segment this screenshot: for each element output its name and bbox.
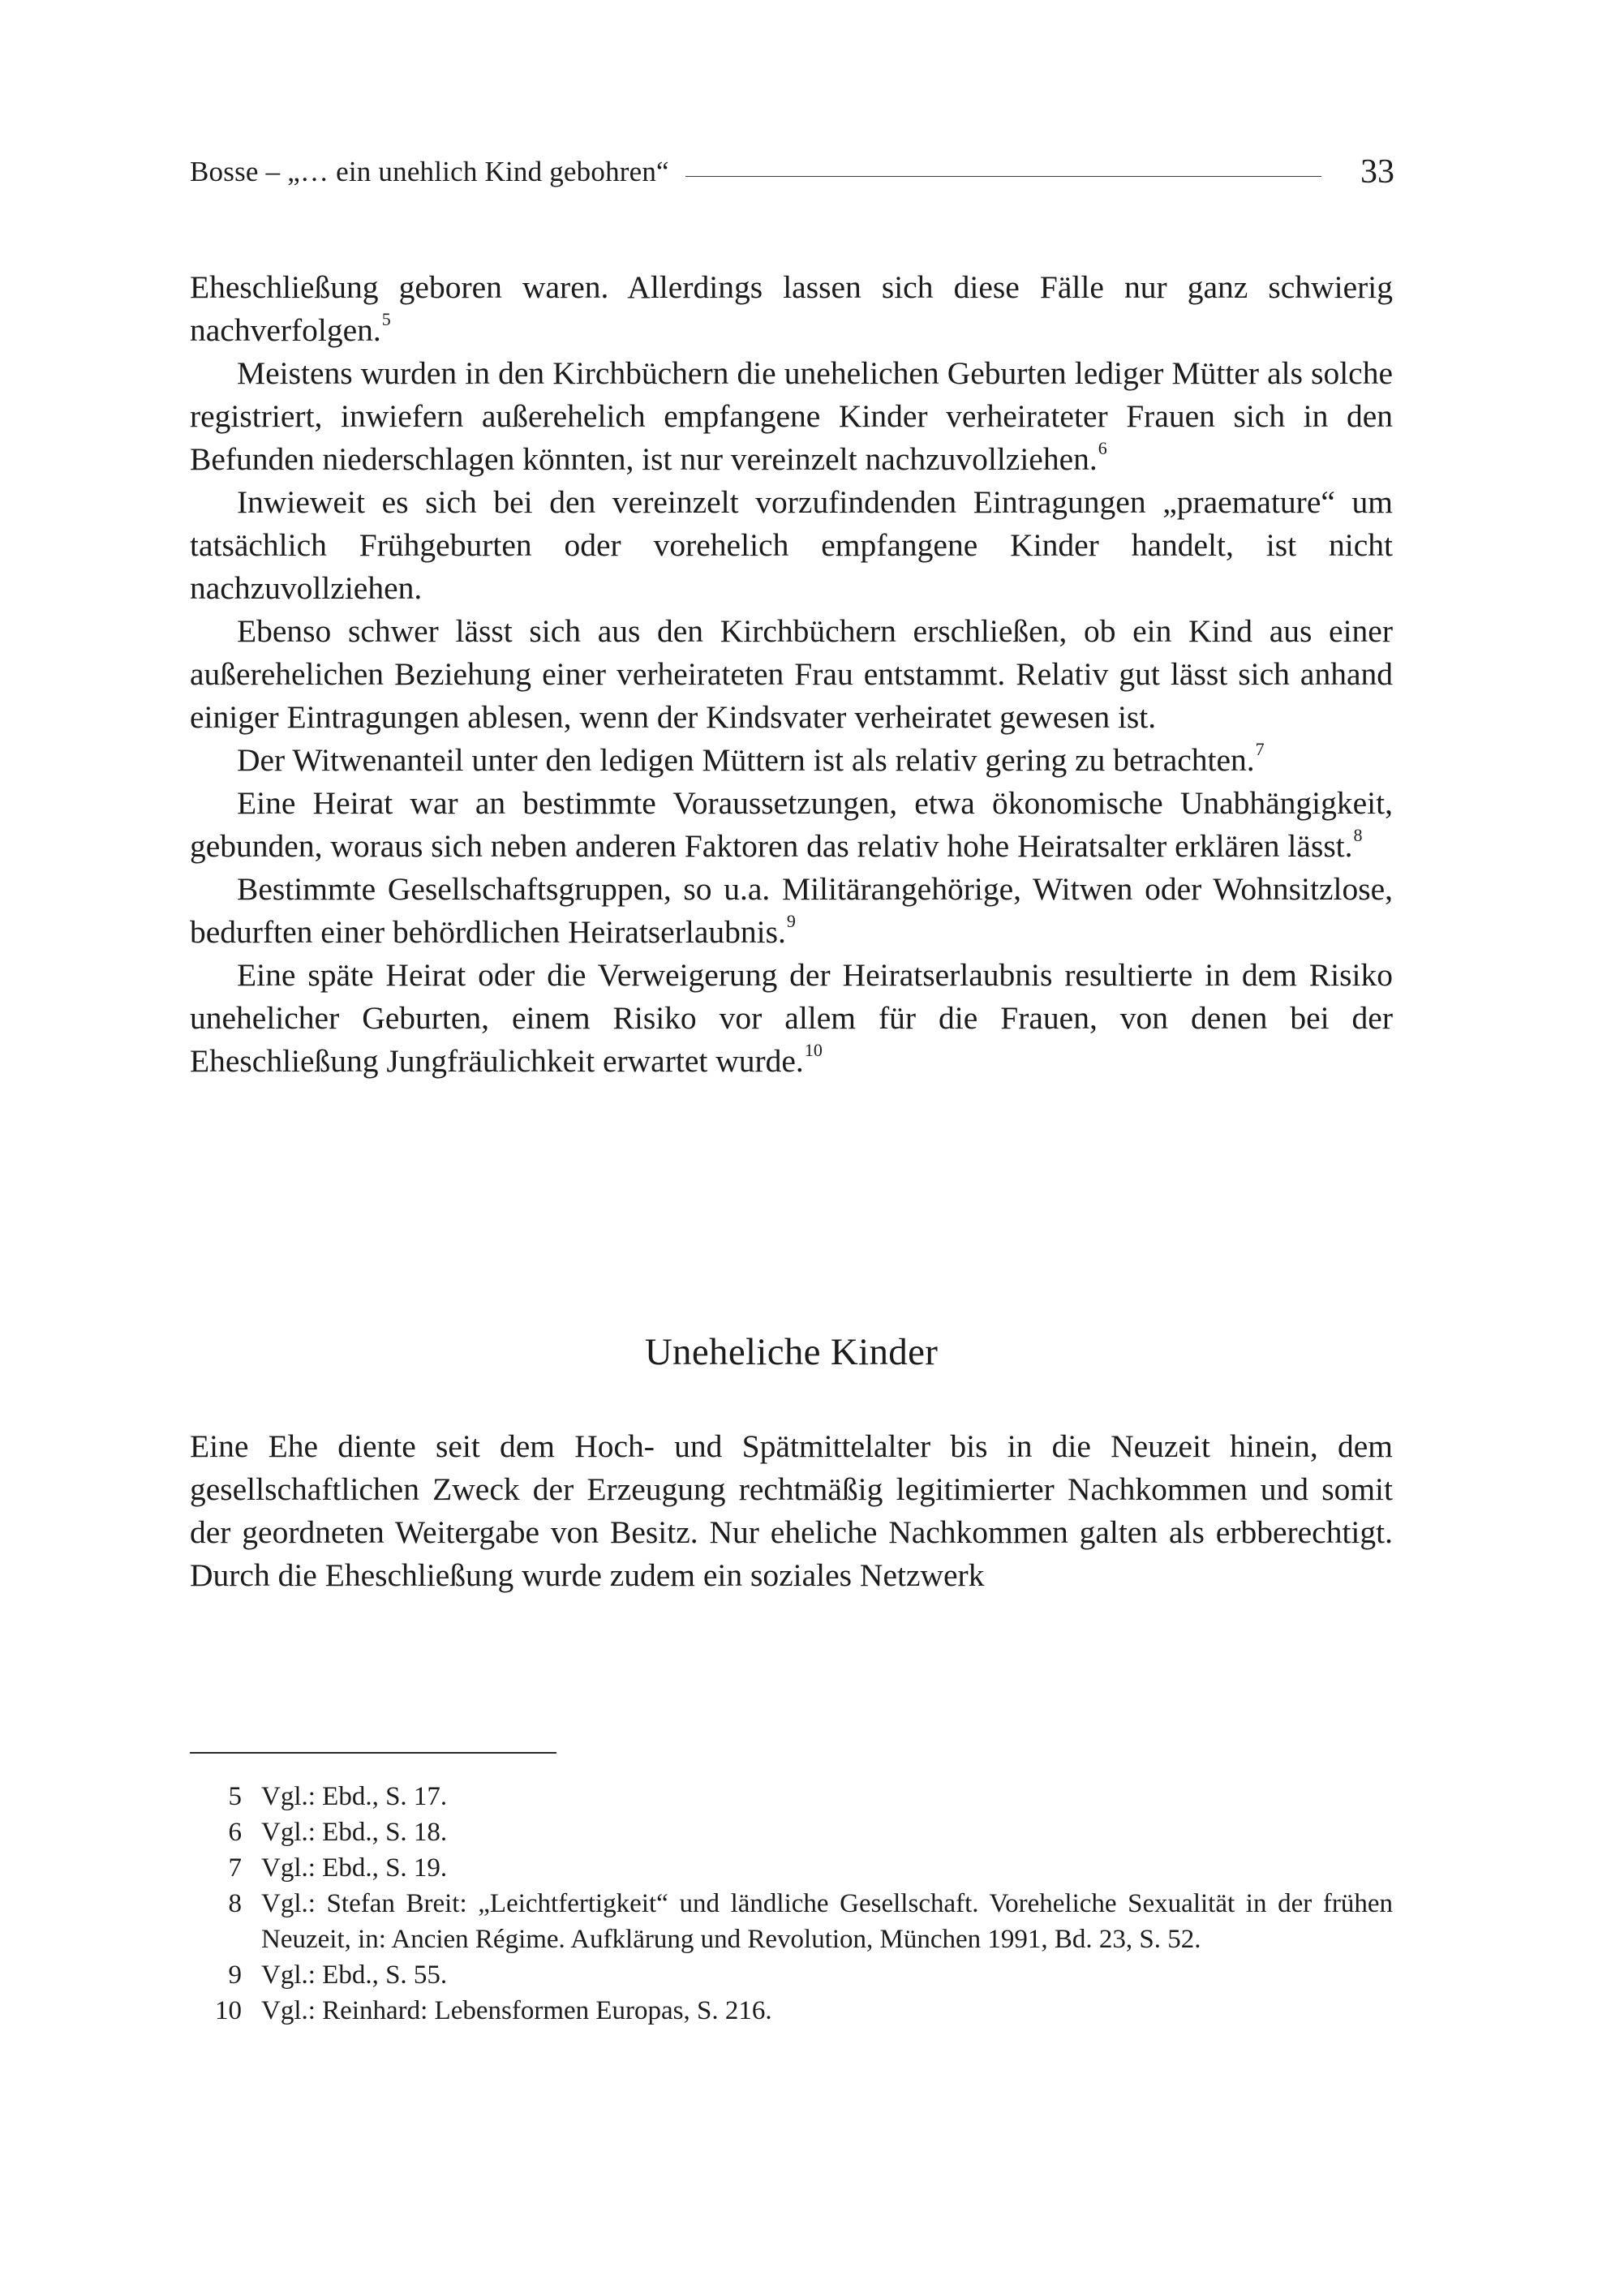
page-number: 33 <box>1360 153 1394 191</box>
paragraph-text: Eheschließung geboren waren. Allerdings lassen sich diese Fälle nur ganz schwierig nachverfolgen. <box>190 269 1393 348</box>
footnote-item <box>190 1850 1393 1886</box>
footnote-ref: 5 <box>381 309 391 329</box>
footnote-number: 7 <box>228 1853 242 1883</box>
section-paragraph: Eine Ehe diente seit dem Hoch- und Spätmittelalter bis in die Neuzeit hinein, dem gesellschaftlichen Zweck der Erzeugung rechtmäßig legitimierter Nachkommen und somit der geordneten Weitergabe von Besitz. Nur eheliche Nachkommen galten als erbberechtigt. Durch die Eheschließung wurde zudem ein soziales Netzwerk <box>190 1428 1393 1593</box>
section-heading: Uneheliche Kinder <box>644 1331 939 1373</box>
running-head-title: Bosse – „… ein unehlich Kind gebohren“ <box>190 156 669 187</box>
footnote-number: 5 <box>228 1782 242 1811</box>
footnote-text: Vgl.: Ebd., S. 19. <box>261 1853 448 1883</box>
paragraph-text: Eine Heirat war an bestimmte Voraussetzungen, etwa ökonomische Unabhängigkeit, gebunden, woraus sich neben anderen Faktoren das relativ hohe Heiratsalter erklären lässt. <box>190 785 1393 864</box>
footnote-item <box>190 1814 1393 1850</box>
paragraph-text: Der Witwenanteil unter den ledigen Müttern ist als relativ gering zu betrachten. <box>237 742 1255 778</box>
paragraph-5 <box>190 739 1393 782</box>
footnote-ref: 10 <box>804 1040 823 1060</box>
paragraph-6 <box>190 782 1393 868</box>
paragraph-text: Bestimmte Gesellschaftsgruppen, so u.a. Militärangehörige, Witwen oder Wohnsitzlose, bedurften einer behördlichen Heiratserlaubnis. <box>190 871 1393 950</box>
paragraph-8 <box>190 954 1393 1083</box>
footnote-ref: 8 <box>1353 825 1363 845</box>
footnote-number: 6 <box>228 1818 242 1847</box>
footnote-divider <box>190 1752 556 1754</box>
paragraph-4 <box>190 610 1393 739</box>
running-head-rule <box>685 176 1321 177</box>
paragraph-text: Eine späte Heirat oder die Verweigerung der Heiratserlaubnis resultierte in dem Risiko unehelicher Geburten, einem Risiko vor allem für die Frauen, von denen bei der Eheschließung Jungfräulichkeit erwartet wurde. <box>190 957 1393 1079</box>
footnote-ref: 9 <box>786 911 796 931</box>
body-text <box>190 266 1393 1083</box>
footnote-number: 9 <box>228 1960 242 1990</box>
paragraph-3 <box>190 481 1393 610</box>
footnote-text: Vgl.: Ebd., S. 18. <box>261 1818 448 1847</box>
footnote-ref: 7 <box>1255 739 1265 759</box>
footnote-text: Vgl.: Reinhard: Lebensformen Europas, S. 216. <box>261 1996 772 2025</box>
paragraph-text: Meistens wurden in den Kirchbüchern die unehelichen Geburten lediger Mütter als solche registriert, inwiefern außerehelich empfangene Kinder verheirateter Frauen sich in den Befunden niederschlagen könnten, ist nur vereinzelt nachzuvollziehen. <box>190 355 1393 477</box>
paragraph-2 <box>190 352 1393 481</box>
paragraph-text: Ebenso schwer lässt sich aus den Kirchbüchern erschließen, ob ein Kind aus einer außerehelichen Beziehung einer verheirateten Frau entstammt. Relativ gut lässt sich anhand einiger Eintragungen ablesen, wenn der Kindsvater verheiratet gewesen ist. <box>190 613 1393 735</box>
footnote-item <box>190 1993 1393 2029</box>
footnote-text: Vgl.: Ebd., S. 55. <box>261 1960 448 1990</box>
footnotes <box>190 1779 1393 2029</box>
footnote-text: Vgl.: Ebd., S. 17. <box>261 1782 448 1811</box>
footnote-number: 10 <box>215 1996 242 2025</box>
footnote-number: 8 <box>228 1889 242 1918</box>
footnote-item <box>190 1779 1393 1814</box>
paragraph-7 <box>190 868 1393 954</box>
running-head <box>190 148 1394 196</box>
paragraph-text: Inwieweit es sich bei den vereinzelt vorzufindenden Eintragungen „praemature“ um tatsächlich Frühgeburten oder vorehelich empfangene Kinder handelt, ist nicht nachzuvollziehen. <box>190 484 1393 606</box>
footnote-text: Vgl.: Stefan Breit: „Leichtfertigkeit“ und ländliche Gesellschaft. Voreheliche Sexualität in der frühen Neuzeit, in: Ancien Régime. Aufklärung und Revolution, München 1991, Bd. 23, S. 52. <box>261 1889 1393 1954</box>
footnote-item <box>190 1886 1393 1957</box>
footnote-item <box>190 1957 1393 1993</box>
footnote-ref: 6 <box>1098 438 1107 458</box>
paragraph-1 <box>190 266 1393 352</box>
section-body <box>190 1425 1393 1597</box>
